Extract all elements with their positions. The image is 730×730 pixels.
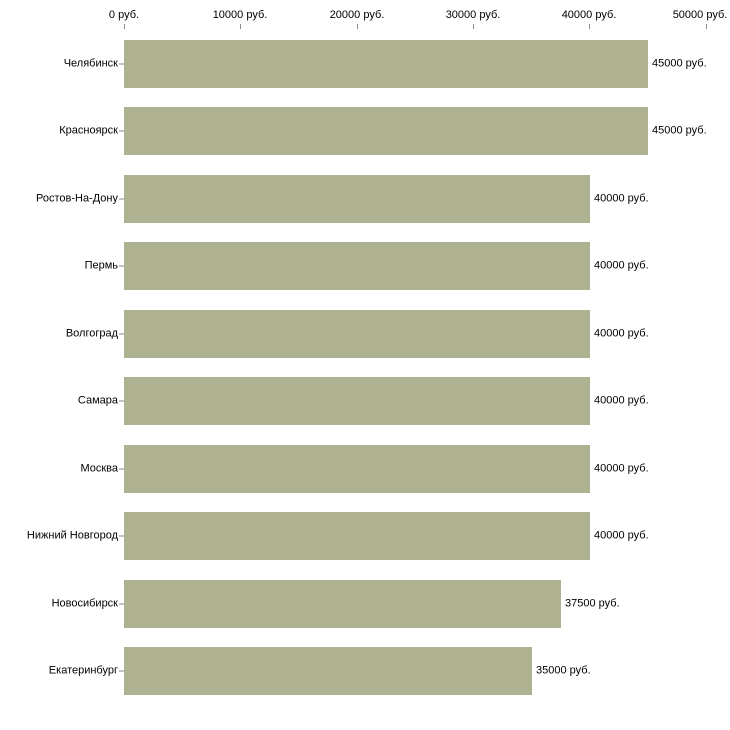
- x-axis-tick-mark: [589, 24, 590, 29]
- x-axis-tick-label: 10000 руб.: [212, 9, 268, 21]
- y-axis-category: [0, 233, 118, 301]
- bar: [124, 107, 648, 155]
- category-label: Ростов-На-Дону: [35, 192, 118, 205]
- x-axis-tick-label: 20000 руб.: [329, 9, 385, 21]
- y-axis-category: [0, 570, 118, 638]
- bar: [124, 580, 561, 628]
- bar-row: [0, 233, 730, 301]
- x-axis-tick-mark: [240, 24, 241, 29]
- bar-row: [0, 435, 730, 503]
- category-label: Екатеринбург: [48, 664, 118, 677]
- bar: [124, 242, 590, 290]
- bar-row: [0, 30, 730, 98]
- x-axis-tick-mark: [706, 24, 707, 29]
- bar-row: [0, 503, 730, 571]
- y-axis-category: [0, 368, 118, 436]
- x-axis-tick-label: 40000 руб.: [561, 9, 617, 21]
- bar-value-label: 40000 руб.: [594, 462, 649, 475]
- x-axis-tick-label: 0 руб.: [108, 9, 140, 21]
- bar-value-label: 40000 руб.: [594, 192, 649, 205]
- bar-rows: [0, 30, 730, 705]
- category-label: Нижний Новгород: [26, 529, 118, 542]
- y-axis-category: [0, 30, 118, 98]
- bar-row: [0, 98, 730, 166]
- x-axis-tick-mark: [124, 24, 125, 29]
- bar-row: [0, 570, 730, 638]
- bar-value-label: 37500 руб.: [565, 597, 620, 610]
- y-axis-category: [0, 638, 118, 706]
- bar: [124, 445, 590, 493]
- category-label: Новосибирск: [51, 597, 118, 610]
- category-label: Волгоград: [65, 327, 118, 340]
- category-label: Москва: [80, 462, 118, 475]
- bar: [124, 377, 590, 425]
- x-axis-tick-mark: [473, 24, 474, 29]
- bar-value-label: 40000 руб.: [594, 394, 649, 407]
- bar-row: [0, 165, 730, 233]
- bar-row: [0, 638, 730, 706]
- bar-value-label: 45000 руб.: [652, 57, 707, 70]
- y-axis-category: [0, 435, 118, 503]
- bar-value-label: 45000 руб.: [652, 124, 707, 137]
- x-axis-tick-label: 30000 руб.: [445, 9, 501, 21]
- bar-value-label: 35000 руб.: [536, 664, 591, 677]
- y-axis-category: [0, 165, 118, 233]
- bar-value-label: 40000 руб.: [594, 327, 649, 340]
- category-label: Пермь: [84, 259, 118, 272]
- category-label: Красноярск: [59, 124, 118, 137]
- category-label: Самара: [77, 394, 118, 407]
- bar-value-label: 40000 руб.: [594, 529, 649, 542]
- bar: [124, 647, 532, 695]
- category-label: Челябинск: [63, 57, 118, 70]
- x-axis-tick-label: 50000 руб.: [672, 9, 728, 21]
- bar: [124, 310, 590, 358]
- x-axis-tick-mark: [357, 24, 358, 29]
- bar-row: [0, 300, 730, 368]
- bar: [124, 512, 590, 560]
- y-axis-category: [0, 98, 118, 166]
- y-axis-category: [0, 503, 118, 571]
- x-axis: [0, 0, 730, 28]
- bar: [124, 175, 590, 223]
- bar-row: [0, 368, 730, 436]
- bar: [124, 40, 648, 88]
- y-axis-category: [0, 300, 118, 368]
- bar-value-label: 40000 руб.: [594, 259, 649, 272]
